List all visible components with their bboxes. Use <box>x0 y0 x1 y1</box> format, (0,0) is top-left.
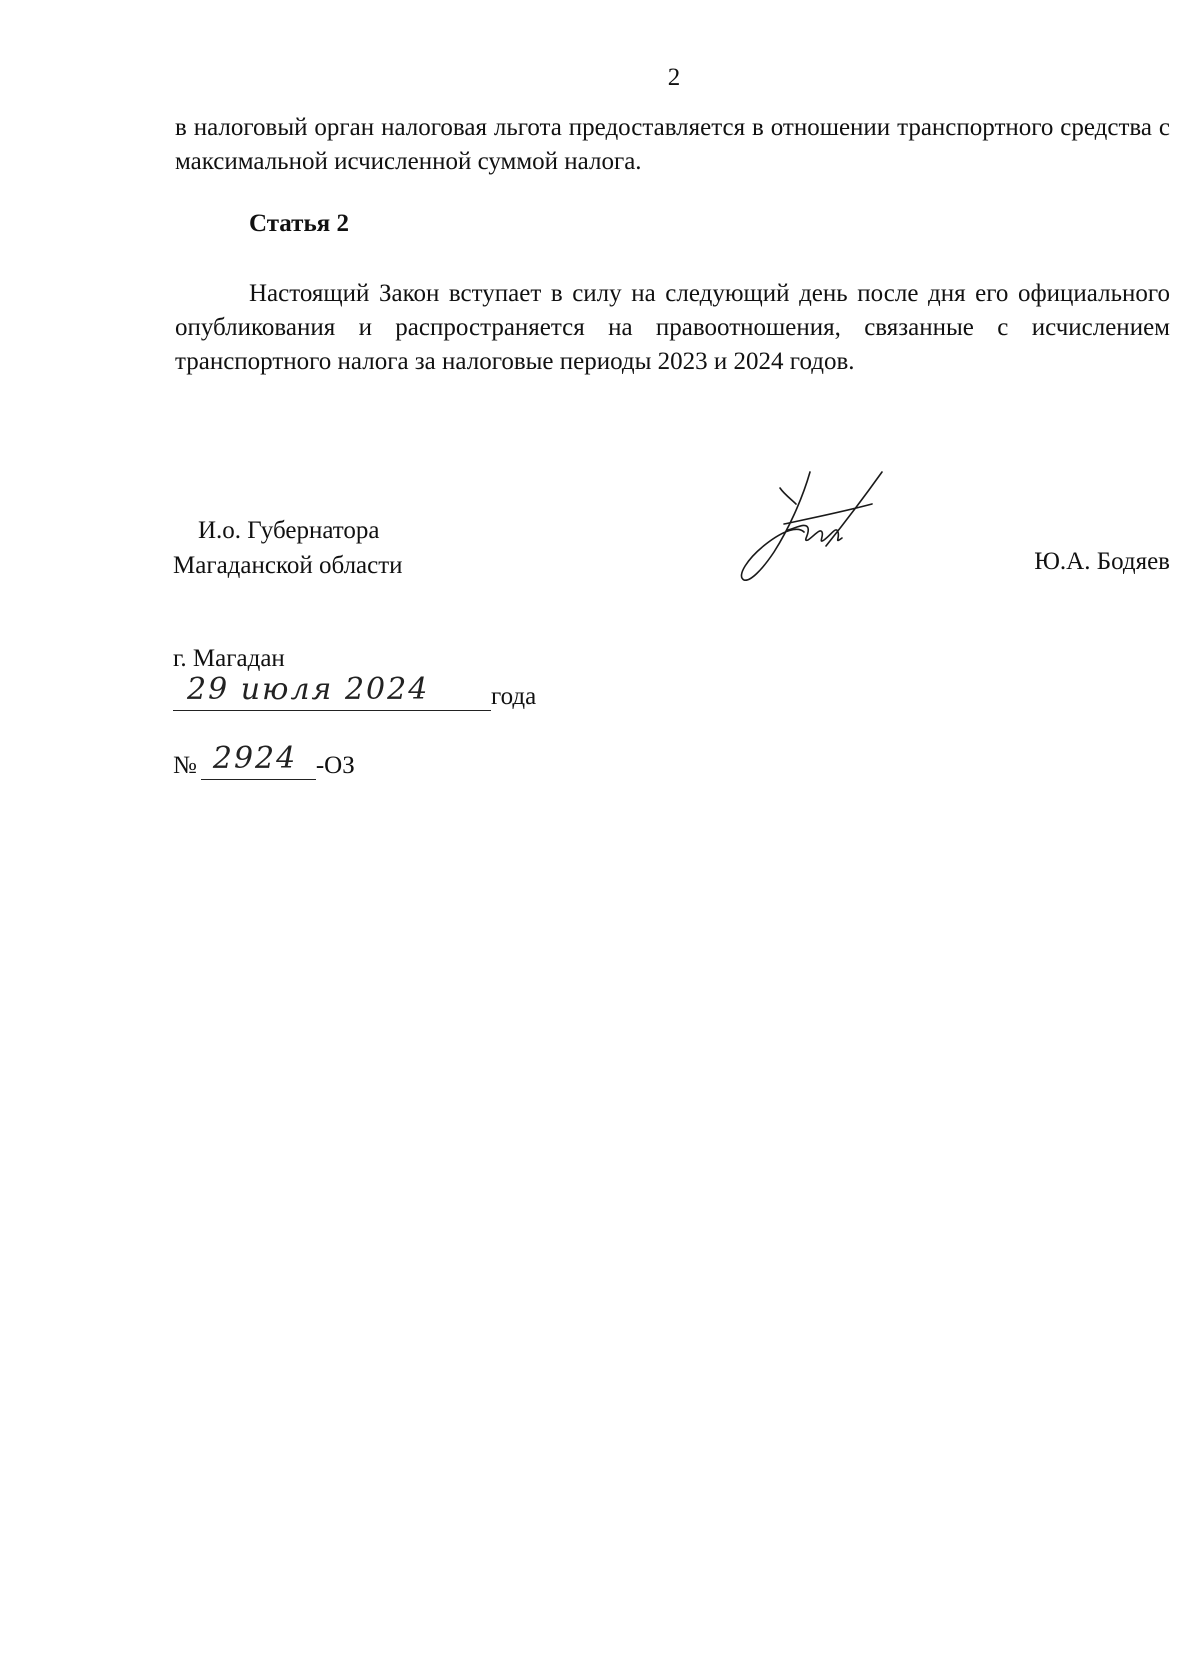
paragraph-continuation: в налоговый орган налоговая льгота предоставляется в отношении транспортного средства с максимальной исчисленной суммой налога. <box>175 114 1170 175</box>
number-suffix: -ОЗ <box>315 752 355 779</box>
number-blank <box>201 741 316 780</box>
signatory-position-line2: Магаданской области <box>173 552 403 579</box>
date-blank <box>173 672 491 711</box>
signatory-name: Ю.А. Бодяев <box>1034 548 1170 575</box>
date-suffix: года <box>491 683 537 710</box>
place-of-signing: г. Магадан <box>173 645 285 672</box>
handwritten-number: 2924 <box>212 741 298 776</box>
paragraph-article-2: Настоящий Закон вступает в силу на следующий день после дня его официального опубликования и распространяется на правоотношения, связанные с исчислением транспортного налога за налоговые периоды 2023 и 2024 годов. <box>175 280 1170 375</box>
signatory-position-line1: И.о. Губернатора <box>198 517 380 544</box>
number-sign: № <box>173 752 197 779</box>
signatory-position <box>173 513 403 583</box>
law-number-line <box>173 741 355 781</box>
handwritten-signature <box>722 470 902 590</box>
handwritten-date: 29 июля 2024 <box>187 672 430 707</box>
date-line <box>173 672 537 712</box>
page-number: 2 <box>667 64 681 91</box>
article-heading: Статья 2 <box>249 210 349 237</box>
